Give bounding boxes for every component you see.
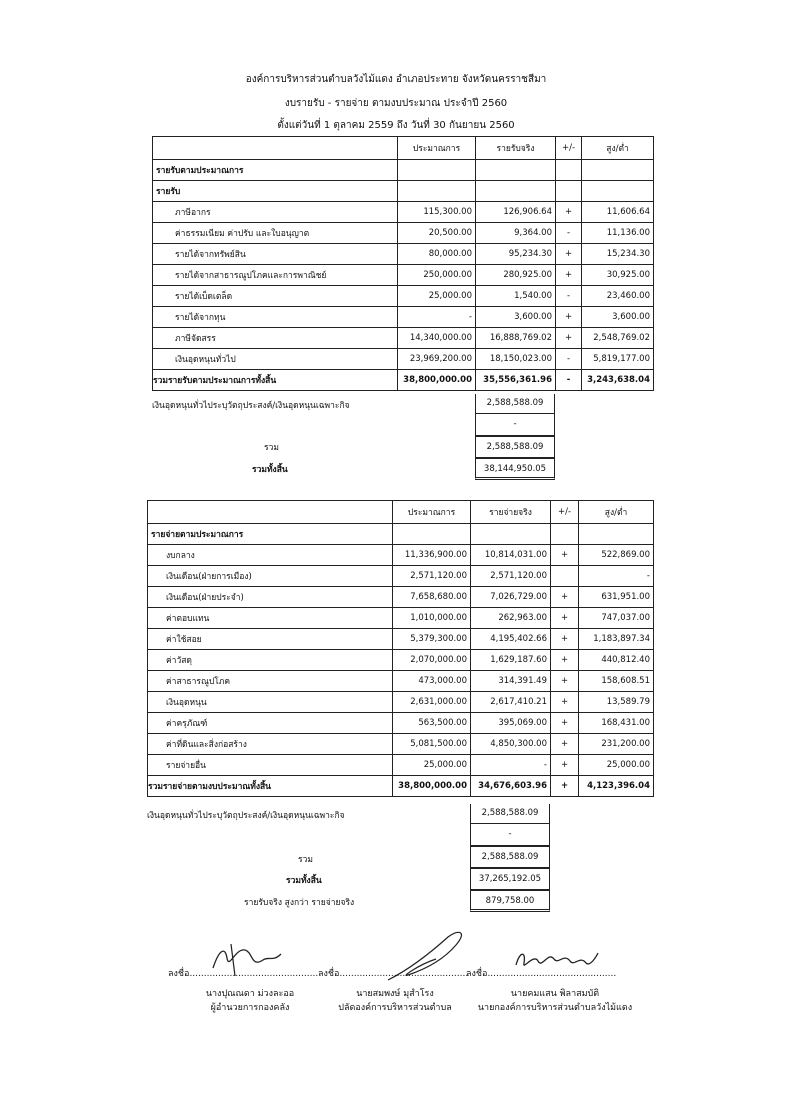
income-header-row (153, 137, 654, 160)
expense-row-estimate: 473,000.00 (393, 671, 471, 692)
expense-row-estimate: 25,000.00 (393, 755, 471, 776)
income-section-row (153, 160, 654, 181)
expense-grand-label: รวมทั้งสิ้น (286, 876, 322, 886)
income-row-sign: + (556, 265, 582, 286)
income-row-sign: - (556, 349, 582, 370)
expense-row-actual: 2,571,120.00 (471, 566, 551, 587)
income-row (153, 307, 654, 328)
income-row-label: ภาษีจัดสรร (153, 328, 398, 349)
expense-row (148, 755, 654, 776)
expense-dash: - (470, 824, 550, 846)
income-col-diff: สูง/ต่ำ (582, 137, 654, 160)
expense-row-sign: + (551, 545, 579, 566)
expense-col-actual: รายจ่ายจริง (471, 501, 551, 524)
income-row (153, 328, 654, 349)
expense-row (148, 545, 654, 566)
income-row-actual: 18,150,023.00 (476, 349, 556, 370)
income-section-label: รายรับตามประมาณการ (153, 160, 398, 181)
expense-row-estimate: 2,631,000.00 (393, 692, 471, 713)
expense-row-label: ค่าสาธารณูปโภค (148, 671, 393, 692)
income-row (153, 244, 654, 265)
signer-1-position: ผู้อำนวยการกองคลัง (210, 1003, 290, 1013)
expense-row-estimate: 2,571,120.00 (393, 566, 471, 587)
income-row-estimate: 115,300.00 (398, 202, 476, 223)
expense-row-label: เงินเดือน(ฝ่ายการเมือง) (148, 566, 393, 587)
income-row-actual: 9,364.00 (476, 223, 556, 244)
surplus-value: 879,758.00 (470, 890, 550, 912)
income-row-label: รายได้จากทุน (153, 307, 398, 328)
expense-row-actual: 262,963.00 (471, 608, 551, 629)
sign-prefix-1: ลงชื่อ (168, 969, 190, 979)
signer-3 (470, 986, 640, 1014)
income-total-label: รวมรายรับตามประมาณการทั้งสิ้น (153, 370, 398, 391)
income-row-diff: 30,925.00 (582, 265, 654, 286)
income-row (153, 202, 654, 223)
expense-total-sign: + (551, 776, 579, 797)
signer-2 (320, 986, 470, 1014)
expense-row-label: เงินอุดหนุน (148, 692, 393, 713)
surplus-label: รายรับจริง สูงกว่า รายจ่ายจริง (244, 898, 355, 908)
income-row-actual: 16,888,769.02 (476, 328, 556, 349)
sign-line-2: ลงชื่อ............................................. (318, 969, 469, 979)
expense-col-estimate: ประมาณการ (393, 501, 471, 524)
expense-row-sign: + (551, 755, 579, 776)
expense-body (148, 524, 654, 776)
expense-row-label: ค่าที่ดินและสิ่งก่อสร้าง (148, 734, 393, 755)
expense-row-label: เงินเดือน(ฝ่ายประจำ) (148, 587, 393, 608)
expense-total-row (148, 776, 654, 797)
report-period: ตั้งแต่วันที่ 1 ตุลาคม 2559 ถึง วันที่ 30 กันยายน 2560 (277, 120, 515, 131)
expense-row-label: รายจ่ายอื่น (148, 755, 393, 776)
expense-row-label: ค่าครุภัณฑ์ (148, 713, 393, 734)
income-col-label (153, 137, 398, 160)
income-row-diff: 15,234.30 (582, 244, 654, 265)
expense-row-diff: 231,200.00 (579, 734, 654, 755)
expense-row-actual: 1,629,187.60 (471, 650, 551, 671)
expense-col-label (148, 501, 393, 524)
income-row-label: รายได้เบ็ดเตล็ด (153, 286, 398, 307)
income-row-estimate: 25,000.00 (398, 286, 476, 307)
income-group-row (153, 181, 654, 202)
expense-sum-label: รวม (298, 855, 313, 865)
income-row-sign: - (556, 223, 582, 244)
expense-table (147, 500, 654, 797)
expense-col-diff: สูง/ต่ำ (579, 501, 654, 524)
income-row-actual: 3,600.00 (476, 307, 556, 328)
sign-line-3: ลงชื่อ............................................. (466, 969, 617, 979)
expense-row-label: งบกลาง (148, 545, 393, 566)
expense-row-actual: 395,069.00 (471, 713, 551, 734)
income-row-sign: + (556, 328, 582, 349)
expense-row-diff: 631,951.00 (579, 587, 654, 608)
income-total-sign: - (556, 370, 582, 391)
expense-row-actual: 314,391.49 (471, 671, 551, 692)
expense-row (148, 671, 654, 692)
expense-header-row (148, 501, 654, 524)
income-dash: - (475, 414, 555, 436)
expense-row-diff: 440,812.40 (579, 650, 654, 671)
income-row (153, 286, 654, 307)
expense-row-diff: - (579, 566, 654, 587)
expense-col-sign: +/- (551, 501, 579, 524)
expense-row-sign: + (551, 671, 579, 692)
income-row-estimate: - (398, 307, 476, 328)
income-row-estimate: 80,000.00 (398, 244, 476, 265)
income-grand-value: 38,144,950.05 (475, 458, 555, 480)
expense-row-sign (551, 566, 579, 587)
income-total-diff: 3,243,638.04 (582, 370, 654, 391)
income-row-label: เงินอุดหนุนทั่วไป (153, 349, 398, 370)
expense-row-diff: 168,431.00 (579, 713, 654, 734)
expense-sum-value: 2,588,588.09 (470, 846, 550, 868)
expense-total-estimate: 38,800,000.00 (393, 776, 471, 797)
expense-row (148, 734, 654, 755)
expense-grand-value: 37,265,192.05 (470, 868, 550, 890)
expense-row-sign: + (551, 650, 579, 671)
expense-row-estimate: 11,336,900.00 (393, 545, 471, 566)
org-title: องค์การบริหารส่วนตำบลวังไม้แดง อำเภอประทาย จังหวัดนครราชสีมา (245, 74, 547, 85)
income-row-diff: 11,136.00 (582, 223, 654, 244)
expense-row-estimate: 7,658,680.00 (393, 587, 471, 608)
expense-row-estimate: 2,070,000.00 (393, 650, 471, 671)
expense-row-estimate: 5,081,500.00 (393, 734, 471, 755)
sign-line-1: ลงชื่อ............................................. (168, 969, 319, 979)
expense-row-sign: + (551, 734, 579, 755)
income-row-diff: 2,548,769.02 (582, 328, 654, 349)
income-row-sign: + (556, 244, 582, 265)
expense-row-actual: 7,026,729.00 (471, 587, 551, 608)
expense-row (148, 629, 654, 650)
income-row-estimate: 14,340,000.00 (398, 328, 476, 349)
income-row-sign: + (556, 202, 582, 223)
expense-section-label: รายจ่ายตามประมาณการ (148, 524, 393, 545)
expense-subsidy-value: 2,588,588.09 (470, 804, 550, 824)
income-row (153, 265, 654, 286)
expense-row-actual: 10,814,031.00 (471, 545, 551, 566)
income-grand-label: รวมทั้งสิ้น (252, 465, 288, 475)
expense-row-sign: + (551, 587, 579, 608)
income-total-estimate: 38,800,000.00 (398, 370, 476, 391)
expense-row (148, 650, 654, 671)
sign-prefix-3: ลงชื่อ (466, 969, 488, 979)
income-row-sign: + (556, 307, 582, 328)
expense-row (148, 713, 654, 734)
income-row-actual: 95,234.30 (476, 244, 556, 265)
expense-row-estimate: 563,500.00 (393, 713, 471, 734)
expense-total-label: รวมรายจ่ายตามงบประมาณทั้งสิ้น (148, 776, 393, 797)
expense-row (148, 566, 654, 587)
income-row-diff: 5,819,177.00 (582, 349, 654, 370)
income-sum-value: 2,588,588.09 (475, 436, 555, 458)
sign-prefix-2: ลงชื่อ (318, 969, 340, 979)
expense-row (148, 587, 654, 608)
expense-row-estimate: 1,010,000.00 (393, 608, 471, 629)
expense-row-estimate: 5,379,300.00 (393, 629, 471, 650)
expense-row-sign: + (551, 692, 579, 713)
income-row (153, 349, 654, 370)
expense-row-diff: 158,608.51 (579, 671, 654, 692)
income-subsidy-label: เงินอุดหนุนทั่วไประบุวัตถุประสงค์/เงินอุดหนุนเฉพาะกิจ (152, 401, 350, 411)
signer-2-name: นายสมพงษ์ มุสำโรง (356, 989, 434, 999)
expense-row-sign: + (551, 608, 579, 629)
expense-row-label: ค่าใช้สอย (148, 629, 393, 650)
income-row-label: รายได้จากสาธารณูปโภคและการพาณิชย์ (153, 265, 398, 286)
expense-row-sign: + (551, 713, 579, 734)
expense-row-label: ค่าตอบแทน (148, 608, 393, 629)
income-subsidy-value: 2,588,588.09 (475, 394, 555, 414)
report-title: งบรายรับ - รายจ่าย ตามงบประมาณ ประจำปี 2560 (284, 98, 508, 109)
expense-row-diff: 1,183,897.34 (579, 629, 654, 650)
expense-total-diff: 4,123,396.04 (579, 776, 654, 797)
income-row-estimate: 250,000.00 (398, 265, 476, 286)
expense-row-diff: 747,037.00 (579, 608, 654, 629)
expense-row (148, 608, 654, 629)
expense-row-diff: 25,000.00 (579, 755, 654, 776)
income-sum-label: รวม (264, 443, 279, 453)
expense-section-row (148, 524, 654, 545)
signer-3-position: นายกองค์การบริหารส่วนตำบลวังไม้แดง (477, 1003, 633, 1013)
income-row-label: ค่าธรรมเนียม ค่าปรับ และใบอนุญาต (153, 223, 398, 244)
expense-row (148, 692, 654, 713)
income-row-estimate: 23,969,200.00 (398, 349, 476, 370)
income-row-diff: 3,600.00 (582, 307, 654, 328)
income-body (153, 160, 654, 370)
expense-row-actual: 2,617,410.21 (471, 692, 551, 713)
signer-2-position: ปลัดองค์การบริหารส่วนตำบล (338, 1003, 452, 1013)
expense-row-sign: + (551, 629, 579, 650)
income-row-estimate: 20,500.00 (398, 223, 476, 244)
income-row-diff: 23,460.00 (582, 286, 654, 307)
expense-row-diff: 522,869.00 (579, 545, 654, 566)
income-total-row (153, 370, 654, 391)
income-group-label: รายรับ (153, 181, 398, 202)
income-row-label: รายได้จากทรัพย์สิน (153, 244, 398, 265)
income-col-estimate: ประมาณการ (398, 137, 476, 160)
income-row-actual: 1,540.00 (476, 286, 556, 307)
expense-total-actual: 34,676,603.96 (471, 776, 551, 797)
income-col-actual: รายรับจริง (476, 137, 556, 160)
expense-row-actual: - (471, 755, 551, 776)
income-row-actual: 126,906.64 (476, 202, 556, 223)
expense-row-label: ค่าวัสดุ (148, 650, 393, 671)
income-row-diff: 11,606.64 (582, 202, 654, 223)
income-row-actual: 280,925.00 (476, 265, 556, 286)
income-row-sign: - (556, 286, 582, 307)
income-row-label: ภาษีอากร (153, 202, 398, 223)
income-table (152, 136, 654, 391)
signer-1-name: นางปุณณดา ม่วงละออ (205, 989, 295, 999)
income-total-actual: 35,556,361.96 (476, 370, 556, 391)
signer-1 (180, 986, 320, 1014)
signer-3-name: นายคมแสน พิลาสมบัติ (510, 989, 600, 999)
income-row (153, 223, 654, 244)
expense-row-actual: 4,195,402.66 (471, 629, 551, 650)
expense-row-diff: 13,589.79 (579, 692, 654, 713)
expense-subsidy-label: เงินอุดหนุนทั่วไประบุวัตถุประสงค์/เงินอุดหนุนเฉพาะกิจ (147, 811, 345, 821)
expense-row-actual: 4,850,300.00 (471, 734, 551, 755)
income-col-sign: +/- (556, 137, 582, 160)
